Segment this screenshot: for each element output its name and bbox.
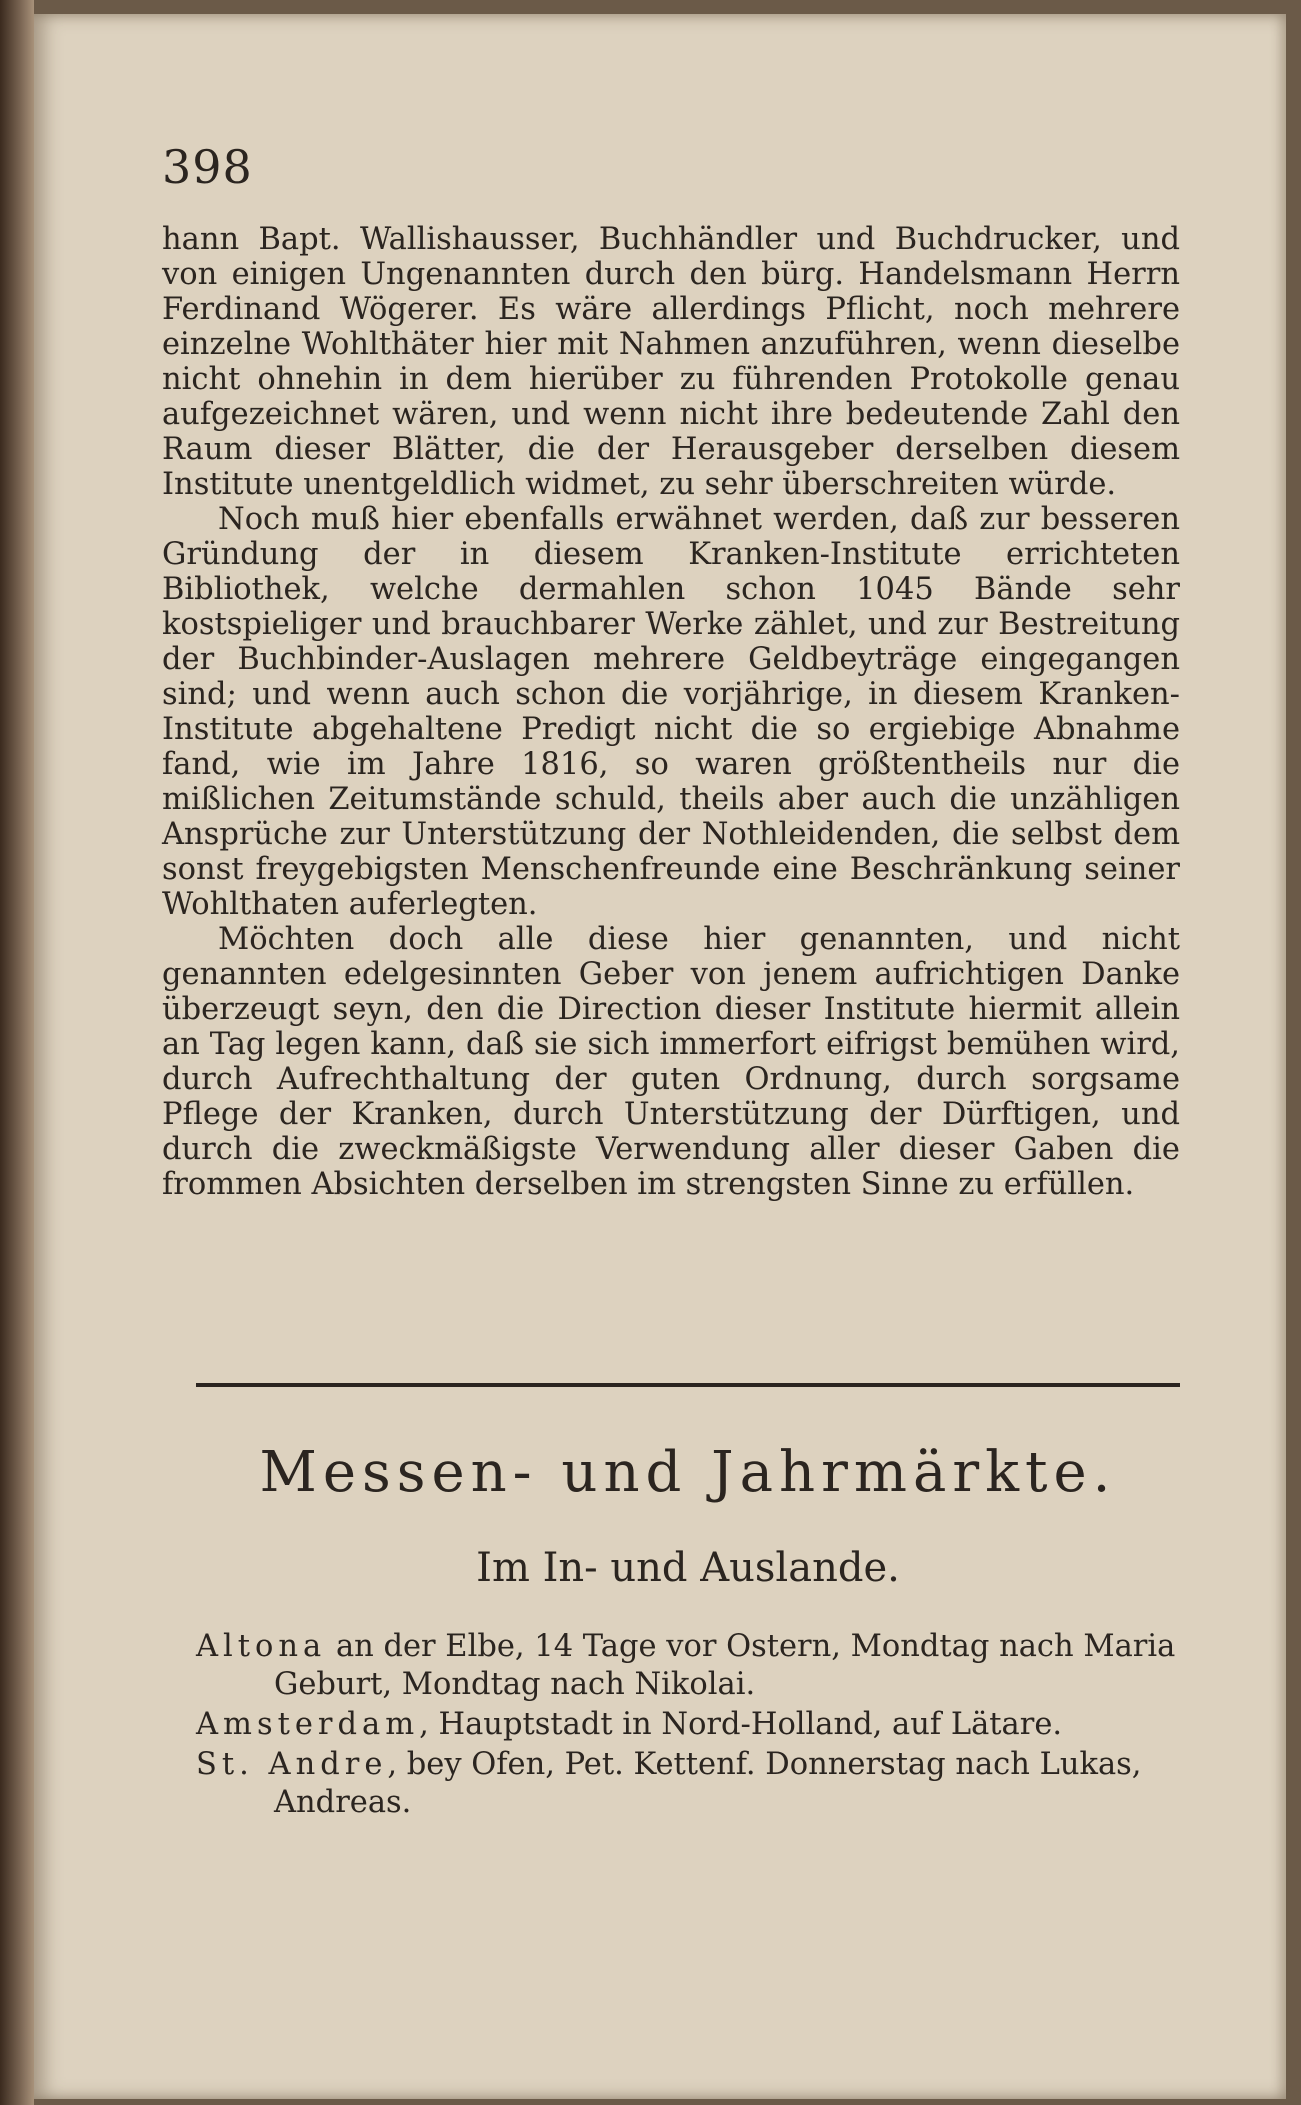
section-subtitle: Im In- und Auslande. xyxy=(476,1545,900,1591)
paragraph: Noch muß hier ebenfalls erwähnet werden, daß zur besseren Gründung der in diesem Kranken-Institute errichteten Bibliothek, welche dermahlen schon 1045 Bände sehr kostspieliger und brauchbarer Werke zählet, und zur Bestreitung der Buchbinder-Auslagen mehrere Geldbeyträge eingegangen sind; und wenn auch schon die vorjährige, in diesem Kranken-Institute abgehaltene Predigt nicht die so ergiebige Abnahme fand, wie im Jahre 1816, so waren größtentheils nur die mißlichen Zeitumstände schuld, theils aber auch die unzähligen Ansprüche zur Unterstützung der Nothleidenden, die selbst dem sonst freygebigsten Menschenfreunde eine Beschränkung seiner Wohlthaten auferlegten. xyxy=(162,502,1180,922)
place-name: Amsterdam xyxy=(196,1707,420,1742)
book-spine-edge xyxy=(0,0,34,2105)
page-number: 398 xyxy=(162,140,253,194)
paragraph: Möchten doch alle diese hier genannten, und nicht genannten edelgesinnten Geber von jenem aufrichtigen Danke überzeugt seyn, den die Direction dieser Institute hiermit allein an Tag legen kann, daß sie sich immerfort eifrigst bemühen wird, durch Aufrechthaltung der guten Ordnung, durch sorgsame Pflege der Kranken, durch Unterstützung der Dürftigen, und durch die zweckmäßigste Verwendung aller dieser Gaben die frommen Absichten derselben im strengsten Sinne zu erfüllen. xyxy=(162,922,1180,1202)
body-text xyxy=(162,222,1180,1202)
place-name: St. Andre xyxy=(196,1747,388,1782)
entry-text: an der Elbe, 14 Tage vor Ostern, Mondtag nach Maria Geburt, Mondtag nach Nikolai. xyxy=(274,1629,1176,1702)
entry-text: , Hauptstadt in Nord-Holland, auf Lätare. xyxy=(419,1707,1063,1742)
list-item xyxy=(196,1746,1180,1822)
market-list xyxy=(196,1628,1180,1824)
list-item xyxy=(196,1628,1180,1704)
entry-text: , bey Ofen, Pet. Kettenf. Donnerstag nach Lukas, Andreas. xyxy=(274,1747,1142,1820)
list-item xyxy=(196,1706,1180,1744)
paragraph: hann Bapt. Wallishausser, Buchhändler und Buchdrucker, und von einigen Ungenannten durch den bürg. Handelsmann Herrn Ferdinand Wögerer. Es wäre allerdings Pflicht, noch mehrere einzelne Wohlthäter hier mit Nahmen anzuführen, wenn dieselbe nicht ohnehin in dem hierüber zu führenden Protokolle genau aufgezeichnet wären, und wenn nicht ihre bedeutende Zahl den Raum dieser Blätter, die der Herausgeber derselben diesem Institute unentgeldlich widmet, zu sehr überschreiten würde. xyxy=(162,222,1180,502)
place-name: Altona xyxy=(196,1629,327,1664)
section-divider xyxy=(196,1383,1180,1387)
section-title: Messen- und Jahrmärkte. xyxy=(259,1440,1117,1505)
